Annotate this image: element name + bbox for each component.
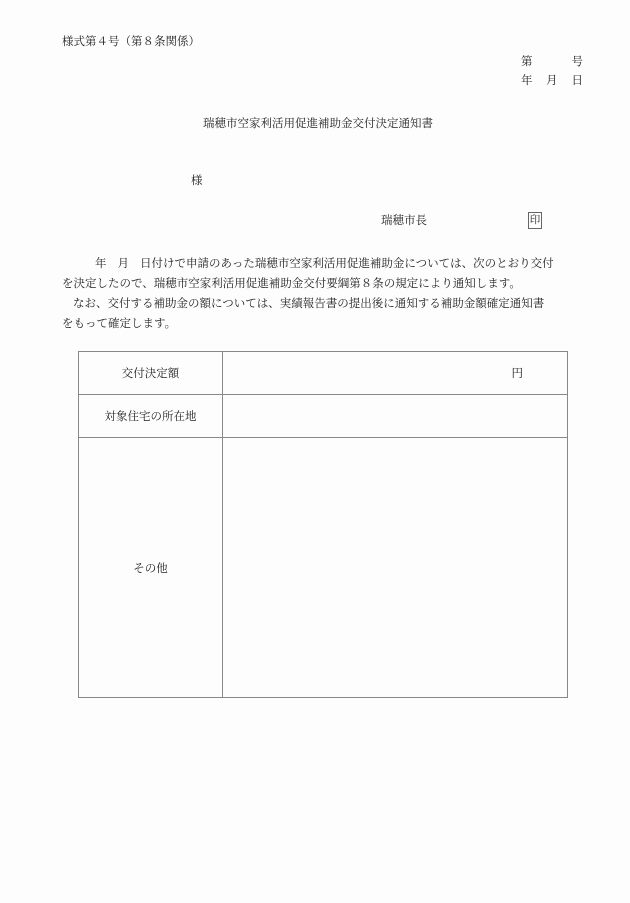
seal-mark: 印 (528, 212, 542, 229)
body-month-label: 月 (117, 256, 129, 270)
body-line-1-text: 日付けで申請のあった瑞穂市空家利活用促進補助金については、次のとおり交付 (140, 256, 554, 270)
body-line-1 (62, 253, 587, 273)
addressee-honorific: 様 (191, 173, 203, 187)
grant-amount-field (223, 352, 568, 395)
date-month-label: 月 (546, 73, 558, 87)
label-property-location: 対象住宅の所在地 (79, 395, 223, 438)
body-line-2: を決定したので、瑞穂市空家利活用促進補助金交付要綱第８条の規定により通知します。 (62, 276, 521, 290)
form-number: 様式第４号（第８条関係） (62, 34, 200, 48)
table-row-amount (79, 352, 568, 395)
table-row-location (79, 395, 568, 438)
issuer-name: 瑞穂市長 (381, 213, 427, 227)
label-grant-amount: 交付決定額 (79, 352, 223, 395)
doc-no-suffix: 号 (571, 54, 583, 68)
table-row-other (79, 438, 568, 698)
other-field (223, 438, 568, 698)
body-year-label: 年 (95, 256, 107, 270)
property-location-field (223, 395, 568, 438)
notice-body (62, 253, 587, 333)
document-title: 瑞穂市空家利活用促進補助金交付決定通知書 (203, 116, 433, 130)
date-year-label: 年 (521, 73, 533, 87)
body-line-4: をもって確定します。 (62, 316, 177, 330)
yen-unit: 円 (511, 366, 523, 380)
label-other: その他 (79, 438, 223, 698)
grant-details-table (78, 351, 568, 698)
body-line-3: なお、交付する補助金の額については、実績報告書の提出後に通知する補助金額確定通知書 (73, 296, 545, 310)
date-day-label: 日 (571, 73, 583, 87)
doc-no-prefix: 第 (521, 54, 533, 68)
